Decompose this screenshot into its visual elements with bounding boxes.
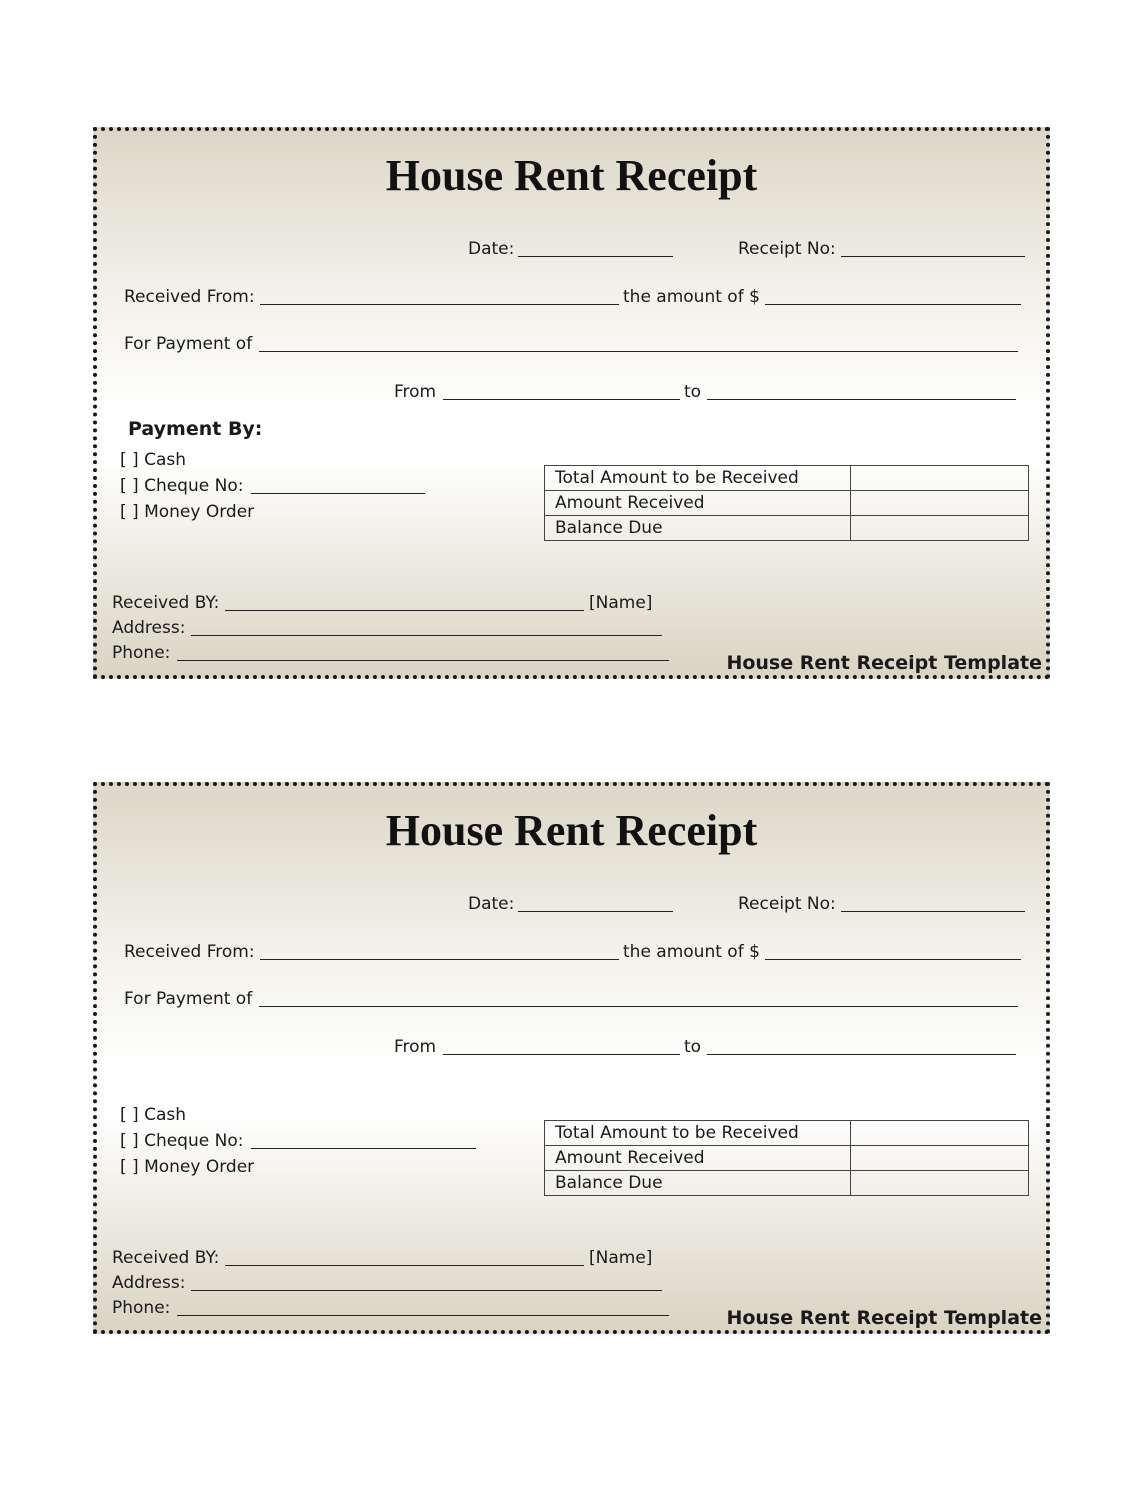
address-label: Address: [112, 1273, 186, 1293]
amount-summary-table [544, 1120, 1029, 1196]
table-row [545, 1121, 1029, 1146]
payment-for-label: For Payment of [124, 334, 253, 354]
table-row-label: Total Amount to be Received [545, 1121, 851, 1146]
address-label: Address: [112, 618, 186, 638]
table-row-label: Balance Due [545, 1171, 851, 1196]
table-row [545, 1146, 1029, 1171]
from-field[interactable] [443, 399, 680, 400]
receipt-no-label: Receipt No: [738, 239, 836, 259]
receipt-no-label: Receipt No: [738, 894, 836, 914]
from-label: From [394, 382, 437, 402]
table-row [545, 466, 1029, 491]
table-row-label: Amount Received [545, 491, 851, 516]
from-field[interactable] [443, 1054, 680, 1055]
money-order-option[interactable]: [ ] Money Order [120, 1157, 255, 1177]
balance-due-cell[interactable] [851, 1171, 1029, 1196]
cheque-option[interactable]: [ ] Cheque No: [120, 1131, 244, 1151]
to-field[interactable] [707, 399, 1016, 400]
phone-field[interactable] [177, 660, 669, 661]
received-by-label: Received BY: [112, 1248, 220, 1268]
date-label: Date: [468, 239, 515, 259]
receipt-form-1 [93, 127, 1050, 679]
from-label: From [394, 1037, 437, 1057]
payment-for-field[interactable] [259, 351, 1018, 352]
amount-field[interactable] [765, 304, 1021, 305]
received-from-field[interactable] [260, 304, 619, 305]
amount-received-cell[interactable] [851, 491, 1029, 516]
date-field[interactable] [518, 911, 673, 912]
money-order-option[interactable]: [ ] Money Order [120, 502, 255, 522]
cash-option[interactable]: [ ] Cash [120, 450, 186, 470]
phone-label: Phone: [112, 1298, 171, 1318]
payment-for-field[interactable] [259, 1006, 1018, 1007]
received-from-label: Received From: [124, 942, 255, 962]
receipt-form-2 [93, 782, 1050, 1334]
amount-label: the amount of $ [623, 287, 760, 307]
to-label: to [684, 382, 702, 402]
table-row [545, 516, 1029, 541]
receipt-title: House Rent Receipt [385, 806, 758, 855]
cheque-no-field[interactable] [251, 1148, 476, 1149]
template-footer: House Rent Receipt Template [726, 652, 1042, 674]
template-footer: House Rent Receipt Template [726, 1307, 1042, 1329]
table-row [545, 491, 1029, 516]
table-row-label: Amount Received [545, 1146, 851, 1171]
cheque-option[interactable]: [ ] Cheque No: [120, 476, 244, 496]
payment-for-label: For Payment of [124, 989, 253, 1009]
amount-received-cell[interactable] [851, 1146, 1029, 1171]
received-by-field[interactable] [225, 610, 584, 611]
name-label: [Name] [589, 593, 653, 613]
to-label: to [684, 1037, 702, 1057]
address-field[interactable] [191, 1290, 662, 1291]
received-from-label: Received From: [124, 287, 255, 307]
date-field[interactable] [518, 256, 673, 257]
to-field[interactable] [707, 1054, 1016, 1055]
amount-label: the amount of $ [623, 942, 760, 962]
total-amount-cell[interactable] [851, 1121, 1029, 1146]
balance-due-cell[interactable] [851, 516, 1029, 541]
cash-option[interactable]: [ ] Cash [120, 1105, 186, 1125]
amount-summary-table [544, 465, 1029, 541]
phone-field[interactable] [177, 1315, 669, 1316]
receipt-title: House Rent Receipt [385, 151, 758, 200]
payment-by-heading: Payment By: [128, 418, 263, 440]
address-field[interactable] [191, 635, 662, 636]
received-from-field[interactable] [260, 959, 619, 960]
receipt-no-field[interactable] [841, 256, 1025, 257]
received-by-field[interactable] [225, 1265, 584, 1266]
table-row-label: Balance Due [545, 516, 851, 541]
table-row [545, 1171, 1029, 1196]
cheque-no-field[interactable] [251, 493, 425, 494]
name-label: [Name] [589, 1248, 653, 1268]
receipt-no-field[interactable] [841, 911, 1025, 912]
amount-field[interactable] [765, 959, 1021, 960]
table-row-label: Total Amount to be Received [545, 466, 851, 491]
date-label: Date: [468, 894, 515, 914]
total-amount-cell[interactable] [851, 466, 1029, 491]
received-by-label: Received BY: [112, 593, 220, 613]
phone-label: Phone: [112, 643, 171, 663]
